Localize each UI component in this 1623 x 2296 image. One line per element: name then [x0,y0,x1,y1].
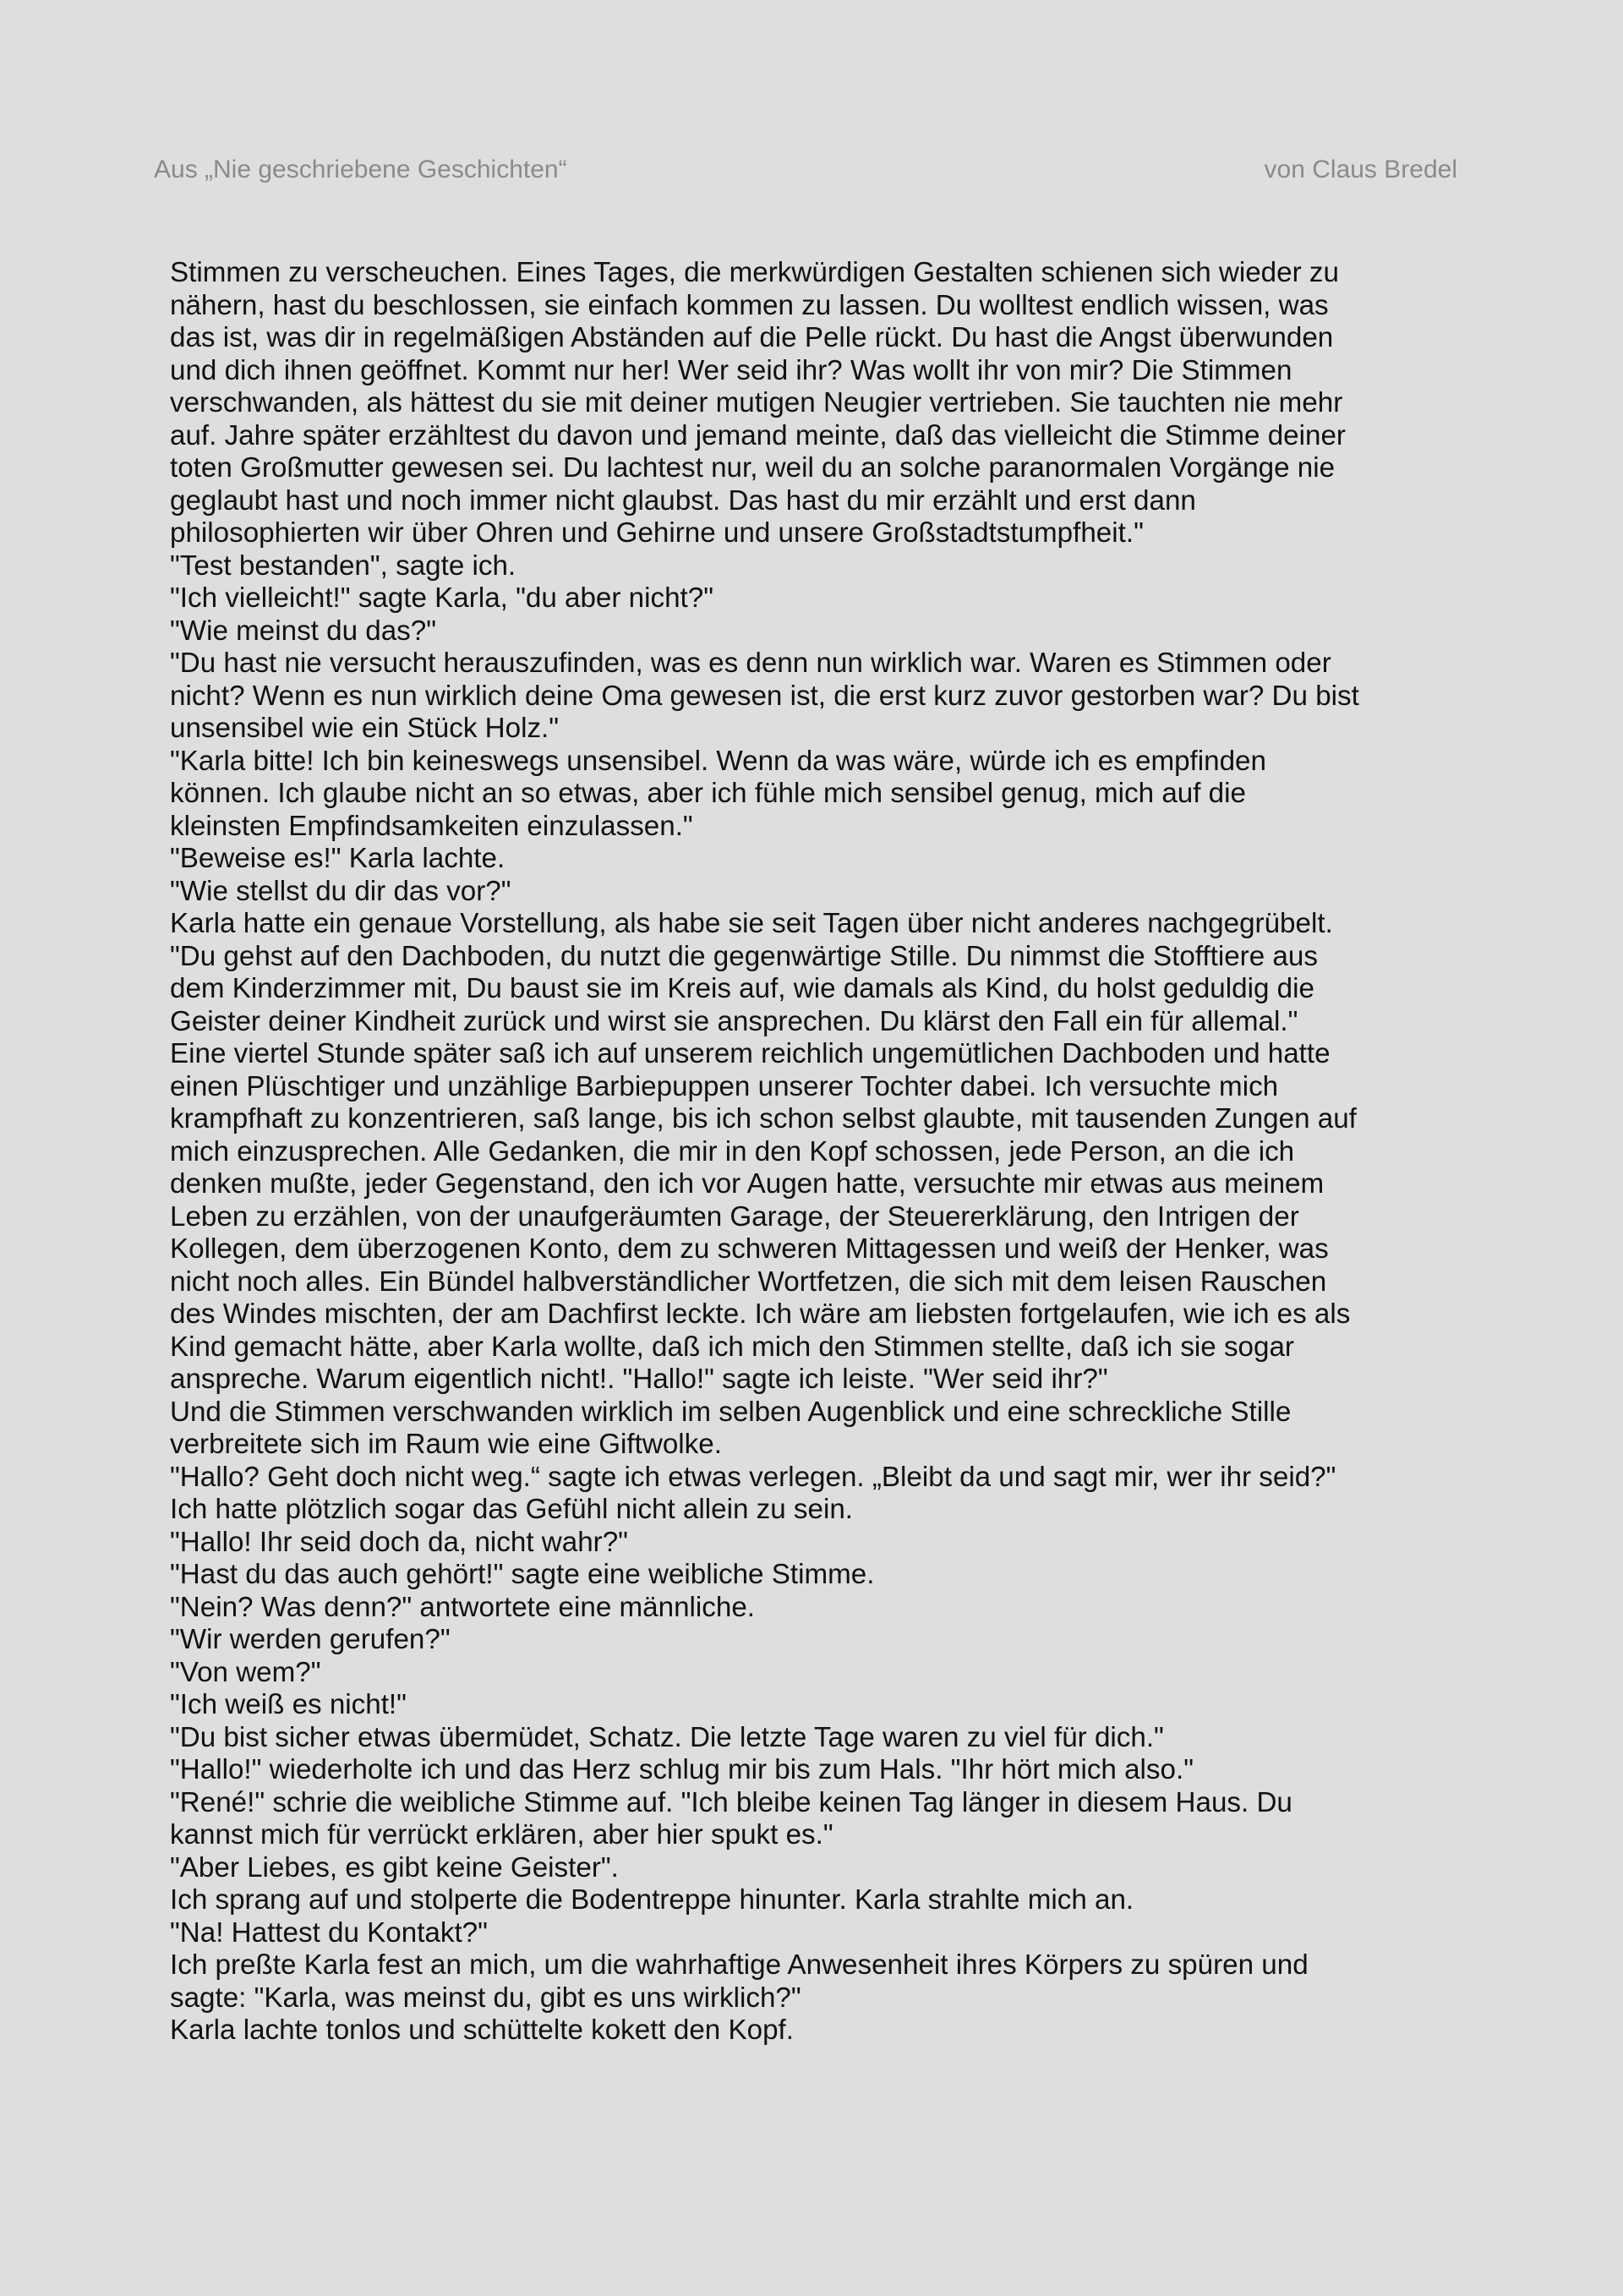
text-line: nähern, hast du beschlossen, sie einfach kommen zu lassen. Du wolltest endlich wissen, was [170,289,1329,321]
header-author: von Claus Bredel [1264,156,1457,183]
text-line: "René!" schrie die weibliche Stimme auf. "Ich bleibe keinen Tag länger in diesem Haus. Du [170,1786,1292,1818]
text-line: "Test bestanden", sagte ich. [170,549,516,582]
text-line: Geister deiner Kindheit zurück und wirst sie ansprechen. Du klärst den Fall ein für allemal." [170,1005,1298,1037]
text-line: "Du bist sicher etwas übermüdet, Schatz. Die letzte Tage waren zu viel für dich." [170,1721,1164,1753]
text-line: anspreche. Warum eigentlich nicht!. "Hallo!" sagte ich leiste. "Wer seid ihr?" [170,1364,1108,1395]
text-line: Kind gemacht hätte, aber Karla wollte, daß ich mich den Stimmen stellte, daß ich sie sogar [170,1331,1294,1363]
text-line: "Du hast nie versucht herauszufinden, was es denn nun wirklich war. Waren es Stimmen oder [170,648,1331,679]
text-line: kleinsten Empfindsamkeiten einzulassen." [170,810,693,842]
text-line: denken mußte, jeder Gegenstand, den ich vor Augen hatte, versuchte mir etwas aus meinem [170,1168,1325,1200]
text-line: "Karla bitte! Ich bin keineswegs unsensibel. Wenn da was wäre, würde ich es empfinden [170,745,1266,777]
text-line: "Hallo? Geht doch nicht weg.“ sagte ich etwas verlegen. „Bleibt da und sagt mir, wer ihr seid?" [170,1461,1336,1493]
text-line: können. Ich glaube nicht an so etwas, aber ich fühle mich sensibel genug, mich auf die [170,778,1246,809]
text-line: verschwanden, als hättest du sie mit deiner mutigen Neugier vertrieben. Sie tauchten nie mehr [170,387,1343,418]
text-line: des Windes mischten, der am Dachfirst leckte. Ich wäre am liebsten fortgelaufen, wie ich es als [170,1298,1351,1330]
text-line: das ist, was dir in regelmäßigen Abständen auf die Pelle rückt. Du hast die Angst überwunden [170,322,1334,353]
text-line: "Hallo!" wiederholte ich und das Herz schlug mir bis zum Hals. "Ihr hört mich also." [170,1754,1194,1785]
text-line: Leben zu erzählen, von der unaufgeräumten Garage, der Steuererklärung, den Intrigen der [170,1200,1299,1233]
story-text [170,257,1472,2047]
text-line: verbreitete sich im Raum wie eine Giftwolke. [170,1429,722,1460]
text-line: geglaubt hast und noch immer nicht glaubst. Das hast du mir erzählt und erst dann [170,484,1196,517]
text-line: Kollegen, dem überzogenen Konto, dem zu schweren Mittagessen und weiß der Henker, was [170,1233,1329,1265]
text-line: Und die Stimmen verschwanden wirklich im selben Augenblick und eine schreckliche Stille [170,1396,1292,1428]
text-line: Stimmen zu verscheuchen. Eines Tages, die merkwürdigen Gestalten schienen sich wieder zu [170,257,1339,288]
text-line: "Hallo! Ihr seid doch da, nicht wahr?" [170,1526,628,1558]
text-line: mich einzusprechen. Alle Gedanken, die mir in den Kopf schossen, jede Person, an die ich [170,1135,1295,1167]
header-book-title: Aus „Nie geschriebene Geschichten“ [154,156,567,183]
text-line: "Wie stellst du dir das vor?" [170,875,511,907]
text-line: dem Kinderzimmer mit, Du baust sie im Kreis auf, wie damals als Kind, du holst geduldig die [170,973,1314,1004]
text-line: Ich hatte plötzlich sogar das Gefühl nicht allein zu sein. [170,1494,854,1525]
text-line: "Ich weiß es nicht!" [170,1689,407,1720]
text-line: Ich sprang auf und stolperte die Bodentreppe hinunter. Karla strahlte mich an. [170,1884,1134,1916]
text-line: Karla lachte tonlos und schüttelte kokett den Kopf. [170,2014,794,2046]
text-line: auf. Jahre später erzähltest du davon und jemand meinte, daß das vielleicht die Stimme deiner [170,419,1346,451]
text-line: "Aber Liebes, es gibt keine Geister". [170,1851,619,1883]
text-line: kannst mich für verrückt erklären, aber hier spukt es." [170,1819,833,1850]
text-line: Ich preßte Karla fest an mich, um die wahrhaftige Anwesenheit ihres Körpers zu spüren und [170,1949,1309,1981]
text-line: "Na! Hattest du Kontakt?" [170,1916,488,1949]
text-line: krampfhaft zu konzentrieren, saß lange, bis ich schon selbst glaubte, mit tausenden Zungen auf [170,1103,1357,1134]
text-line: "Von wem?" [170,1656,321,1688]
text-line: und dich ihnen geöffnet. Kommt nur her! Wer seid ihr? Was wollt ihr von mir? Die Stimmen [170,354,1292,386]
text-line: "Nein? Was denn?" antwortete eine männliche. [170,1591,756,1623]
text-line: "Wir werden gerufen?" [170,1624,451,1655]
text-line: unsensibel wie ein Stück Holz." [170,713,560,744]
text-line: nicht? Wenn es nun wirklich deine Oma gewesen ist, die erst kurz zuvor gestorben war? Du bist [170,680,1359,712]
text-line: philosophierten wir über Ohren und Gehirne und unsere Großstadtstumpfheit." [170,517,1144,549]
text-line: "Beweise es!" Karla lachte. [170,843,505,874]
text-line: "Du gehst auf den Dachboden, du nutzt die gegenwärtige Stille. Du nimmst die Stofftiere aus [170,940,1318,972]
text-line: "Hast du das auch gehört!" sagte eine weibliche Stimme. [170,1559,875,1590]
text-line: "Ich vielleicht!" sagte Karla, "du aber nicht?" [170,582,713,614]
text-line: nicht noch alles. Ein Bündel halbverständlicher Wortfetzen, die sich mit dem leisen Rauschen [170,1266,1327,1298]
text-line: Karla hatte ein genaue Vorstellung, als habe sie seit Tagen über nicht anderes nachgegrübelt. [170,908,1333,939]
text-line: Eine viertel Stunde später saß ich auf unserem reichlich ungemütlichen Dachboden und hatte [170,1038,1331,1069]
text-line: sagte: "Karla, was meinst du, gibt es uns wirklich?" [170,1982,801,2014]
text-line: "Wie meinst du das?" [170,615,437,647]
text-line: einen Plüschtiger und unzählige Barbiepuppen unserer Tochter dabei. Ich versuchte mich [170,1070,1279,1102]
page-header [154,156,1457,189]
text-line: toten Großmutter gewesen sei. Du lachtest nur, weil du an solche paranormalen Vorgänge nie [170,452,1336,484]
